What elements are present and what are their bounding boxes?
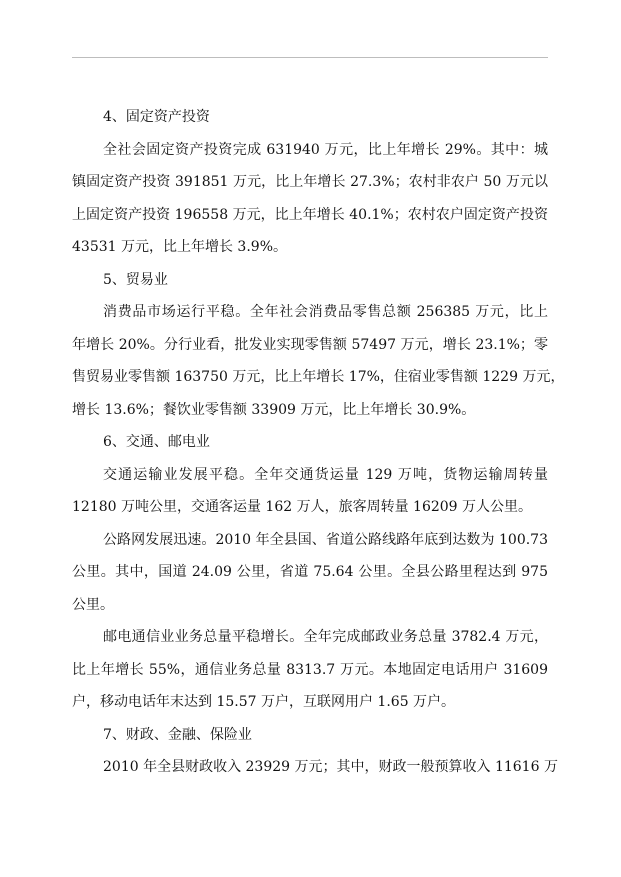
paragraph-line: 交通运输业发展平稳。全年交通货运量 129 万吨，货物运输周转量 bbox=[103, 466, 548, 483]
section-heading: 7、财政、金融、保险业 bbox=[103, 726, 252, 743]
section-heading: 5、贸易业 bbox=[103, 271, 168, 288]
paragraph-line: 增长 13.6%；餐饮业零售额 33909 万元，比上年增长 30.9%。 bbox=[72, 401, 476, 418]
paragraph bbox=[72, 621, 548, 719]
paragraph-line: 年增长 20%。分行业看，批发业实现零售额 57497 万元，增长 23.1%；零 bbox=[72, 336, 548, 353]
paragraph-line: 全社会固定资产投资完成 631940 万元，比上年增长 29%。其中：城 bbox=[103, 141, 548, 158]
document-body bbox=[72, 101, 565, 784]
paragraph bbox=[72, 751, 558, 784]
paragraph-line: 户，移动电话年末达到 15.57 万户，互联网用户 1.65 万户。 bbox=[72, 694, 456, 710]
paragraph-line: 比上年增长 55%，通信业务总量 8313.7 万元。本地固定电话用户 31609 bbox=[72, 661, 548, 678]
paragraph-line: 邮电通信业业务总量平稳增长。全年完成邮政业务总量 3782.4 万元， bbox=[103, 629, 548, 645]
paragraph-line: 上固定资产投资 196558 万元，比上年增长 40.1%；农村农户固定资产投资 bbox=[72, 206, 548, 223]
paragraph bbox=[72, 524, 548, 622]
paragraph-line: 43531 万元，比上年增长 3.9%。 bbox=[72, 239, 288, 255]
section-heading: 6、交通、邮电业 bbox=[103, 434, 210, 450]
paragraph-line: 售贸易业零售额 163750 万元，比上年增长 17%，住宿业零售额 1229 万元， bbox=[72, 369, 565, 385]
paragraph bbox=[72, 459, 548, 524]
section-heading: 4、固定资产投资 bbox=[103, 109, 210, 125]
paragraph-line: 2010 年全县财政收入 23929 万元；其中，财政一般预算收入 11616 万 bbox=[103, 759, 558, 775]
paragraph-line: 公路网发展迅速。2010 年全县国、省道公路线路年底到达数为 100.73 bbox=[103, 531, 548, 548]
paragraph bbox=[72, 134, 548, 264]
paragraph-line: 公里。 bbox=[72, 596, 114, 613]
paragraph-line: 12180 万吨公里，交通客运量 162 万人，旅客周转量 16209 万人公里。 bbox=[72, 499, 533, 515]
paragraph bbox=[72, 296, 565, 426]
paragraph-line: 公里。其中，国道 24.09 公里，省道 75.64 公里。全县公路里程达到 975 bbox=[72, 564, 548, 580]
paragraph-line: 镇固定资产投资 391851 万元，比上年增长 27.3%；农村非农户 50 万元以 bbox=[72, 174, 548, 190]
header-rule bbox=[72, 57, 548, 58]
paragraph-line: 消费品市场运行平稳。全年社会消费品零售总额 256385 万元，比上 bbox=[103, 304, 548, 320]
